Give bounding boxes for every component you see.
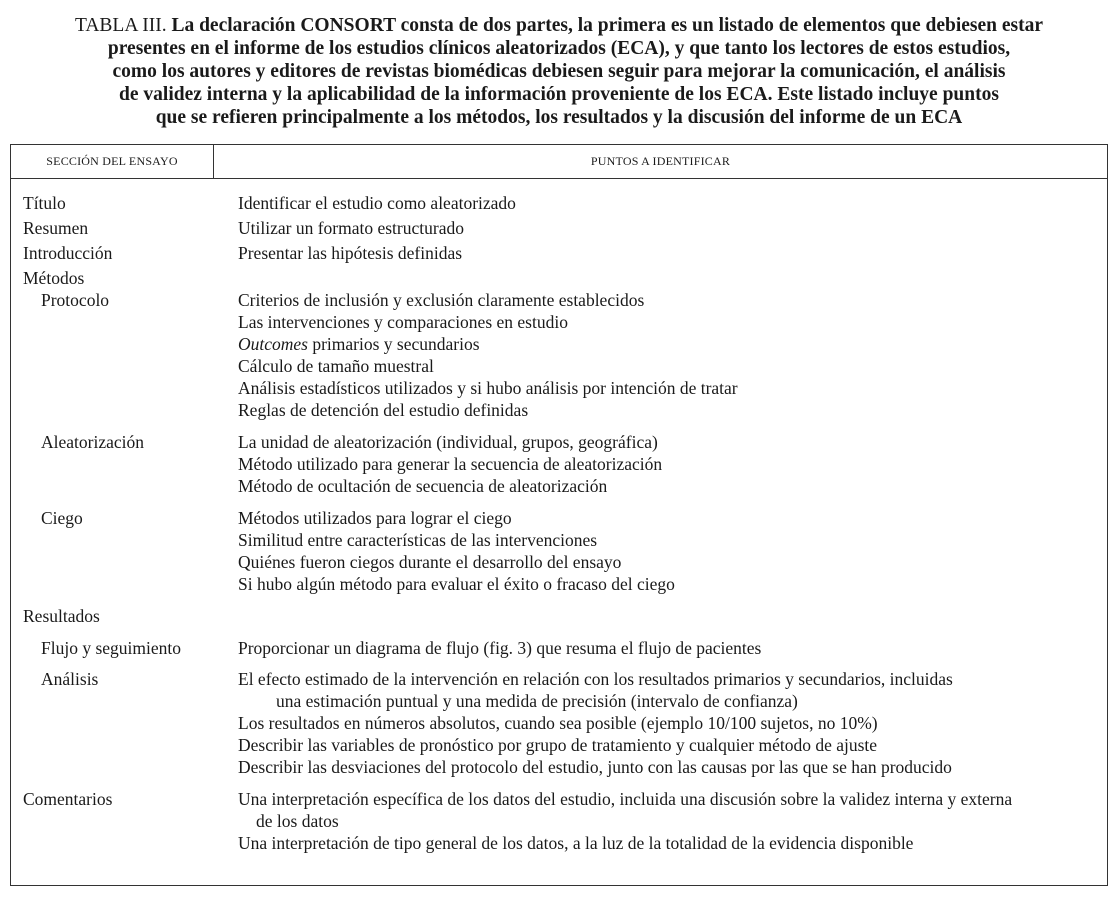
section-label: Título: [23, 193, 66, 213]
caption-line: que se refieren principalmente a los métodos, los resultados y la discusión del informe de un ECA: [155, 107, 963, 128]
section-items: [238, 192, 1098, 214]
subsection-label: Aleatorización: [41, 432, 145, 452]
header-section: SECCIÓN DEL ENSAYO: [11, 145, 214, 178]
section-label: Métodos: [23, 268, 85, 288]
caption-line: presentes en el informe de los estudios clínicos aleatorizados (ECA), y que tanto los lectores de estos estudios,: [107, 38, 1011, 59]
section-label: Introducción: [23, 243, 113, 263]
subsection-label: Protocolo: [41, 290, 110, 310]
list-item: Criterios de inclusión y exclusión claramente establecidos: [238, 290, 645, 310]
table-label: TABLA III.: [74, 15, 167, 36]
list-item: La unidad de aleatorización (individual, grupos, geográfica): [238, 432, 658, 452]
list-item: Una interpretación específica de los datos del estudio, incluida una discusión sobre la validez interna y externa de los datos: [238, 789, 1013, 831]
list-item: Si hubo algún método para evaluar el éxito o fracaso del ciego: [238, 574, 675, 594]
section-items: [238, 289, 1098, 421]
list-item: Describir las variables de pronóstico por grupo de tratamiento y cualquier método de ajuste: [238, 735, 878, 755]
section-items: [238, 217, 1098, 239]
subsection-label: Ciego: [41, 508, 83, 528]
list-item: Utilizar un formato estructurado: [238, 218, 464, 238]
section-items: [238, 242, 1098, 264]
list-item: Método de ocultación de secuencia de aleatorización: [238, 476, 608, 496]
list-item: Las intervenciones y comparaciones en estudio: [238, 312, 568, 332]
list-item: Los resultados en números absolutos, cuando sea posible (ejemplo 10/100 sujetos, no 10%): [238, 713, 878, 733]
section-label: Resumen: [23, 218, 89, 238]
list-item: El efecto estimado de la intervención en relación con los resultados primarios y secundarios, incluidas una estimación puntual y una medida de precisión (intervalo de confianza): [238, 669, 953, 711]
section-items: [238, 788, 1098, 854]
list-item: Una interpretación de tipo general de los datos, a la luz de la totalidad de la evidencia disponible: [238, 833, 914, 853]
caption-line: como los autores y editores de revistas biomédicas debiesen seguir para mejorar la comunicación, el análisis: [112, 61, 1006, 82]
section-items: [238, 431, 1098, 497]
caption-line: TABLA III. La declaración CONSORT consta de dos partes, la primera es un listado de elementos que debiesen estar: [74, 15, 1044, 36]
caption-line: de validez interna y la aplicabilidad de la información proveniente de los ECA. Este listado incluye puntos: [119, 84, 999, 105]
list-item: Outcomes primarios y secundarios: [238, 334, 480, 354]
list-item: Reglas de detención del estudio definidas: [238, 400, 529, 420]
list-item: Métodos utilizados para lograr el ciego: [238, 508, 512, 528]
list-item: Método utilizado para generar la secuencia de aleatorización: [238, 454, 663, 474]
list-item: Describir las desviaciones del protocolo del estudio, junto con las causas por las que se han producido: [238, 757, 952, 777]
list-item: Quiénes fueron ciegos durante el desarrollo del ensayo: [238, 552, 622, 572]
list-item: Cálculo de tamaño muestral: [238, 356, 434, 376]
section-label: Resultados: [23, 606, 100, 626]
table-header: [11, 145, 1107, 179]
consort-table: [10, 144, 1108, 886]
subsection-label: Flujo y seguimiento: [41, 638, 181, 658]
list-item: Análisis estadísticos utilizados y si hubo análisis por intención de tratar: [238, 378, 738, 398]
list-item: Identificar el estudio como aleatorizado: [238, 193, 516, 213]
list-item: Presentar las hipótesis definidas: [238, 243, 463, 263]
subsection-label: Análisis: [41, 669, 99, 689]
table-caption: [0, 14, 1118, 129]
section-label: Comentarios: [23, 789, 113, 809]
list-item: Proporcionar un diagrama de flujo (fig. 3) que resuma el flujo de pacientes: [238, 638, 762, 658]
header-points: PUNTOS A IDENTIFICAR: [590, 154, 731, 168]
section-items: [238, 637, 1098, 659]
section-items: [238, 668, 1098, 778]
list-item: Similitud entre características de las intervenciones: [238, 530, 598, 550]
section-items: [238, 507, 1098, 595]
